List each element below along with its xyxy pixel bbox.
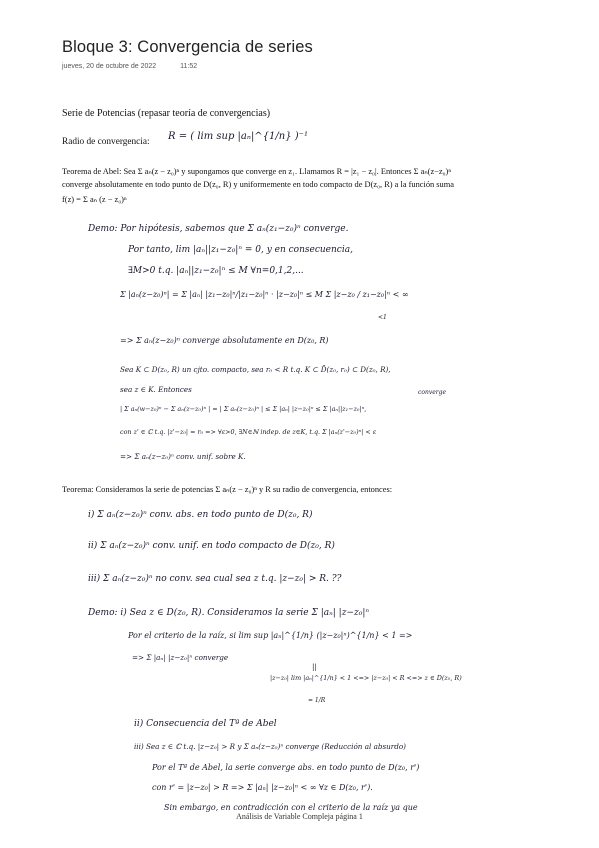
teorema-text: Teorema: Consideramos la serie de potencias Σ aₙ(z − z₀)ⁿ y R su radio de convergencia, entonces: bbox=[62, 485, 393, 494]
demo2-line: ii) Consecuencia del Tª de Abel bbox=[134, 719, 277, 729]
page-title: Bloque 3: Convergencia de series bbox=[62, 38, 313, 56]
teorema-item: iii) Σ aₙ(z−z₀)ⁿ no conv. sea cual sea z t.q. |z−z₀| > R. ?? bbox=[88, 574, 342, 584]
demo2-line: |z−z₀| lim |aₙ|^{1/n} < 1 <=> |z−z₀| < R <=> z ∈ D(z₀, R) bbox=[270, 674, 462, 682]
demo2-line: Demo: i) Sea z ∈ D(z₀, R). Consideramos la serie Σ |aₙ| |z−z₀|ⁿ bbox=[88, 608, 369, 618]
demo2-line: => Σ |aₙ| |z−z₀|ⁿ converge bbox=[132, 653, 229, 662]
abel-line-3: f(z) = Σ aₙ (z − z₀)ⁿ bbox=[62, 195, 127, 204]
section-title: Serie de Potencias (repasar teoría de convergencias) bbox=[62, 108, 271, 119]
teorema-item: i) Σ aₙ(z−z₀)ⁿ conv. abs. en todo punto de D(z₀, R) bbox=[88, 510, 313, 520]
demo1-line: Σ |aₙ(z−z₀)ⁿ| = Σ |aₙ| |z₁−z₀|ⁿ/|z₁−z₀|ⁿ · |z−z₀|ⁿ ≤ M Σ |z−z₀ / z₁−z₀|ⁿ < ∞ bbox=[120, 290, 409, 299]
demo1-line: Sea K ⊂ D(z₀, R) un cjto. compacto, sea r₀ < R t.q. K ⊂ D̄(z₀, r₀) ⊂ D(z₀, R), bbox=[120, 365, 391, 374]
demo2-line: con r' = |z−z₀| > R => Σ |aₙ| |z−z₀|ⁿ < ∞ ∀z ∈ D(z₀, r'). bbox=[152, 783, 373, 792]
demo2-line: || bbox=[312, 662, 317, 671]
demo1-converge-note: converge bbox=[418, 389, 447, 396]
demo1-line: Demo: Por hipótesis, sabemos que Σ aₙ(z₁−z₀)ⁿ converge. bbox=[88, 224, 349, 234]
demo2-line: Sin embargo, en contradicción con el criterio de la raíz ya que bbox=[164, 803, 418, 812]
demo1-line: | Σ aₙ(w−z₀)ⁿ − Σ aₙ(z−z₀)ⁿ | = | Σ aₙ(z−z₀)ⁿ | ≤ Σ |aₙ| |z−z₀|ⁿ ≤ Σ |aₙ||z₁−z₀|ⁿ, bbox=[120, 405, 367, 413]
page-time: 11:52 bbox=[180, 63, 198, 70]
demo2-line: = 1/R bbox=[308, 697, 326, 704]
radio-label: Radio de convergencia: bbox=[62, 137, 150, 147]
demo1-line: Por tanto, lim |aₙ||z₁−z₀|ⁿ = 0, y en consecuencia, bbox=[128, 245, 353, 255]
abel-line-2: converge absolutamente en todo punto de D(z₀, R) y uniformemente en todo compacto de D(z₀, R) a la función suma bbox=[62, 180, 454, 189]
demo2-line: iii) Sea z ∈ ℂ t.q. |z−z₀| > R y Σ aₙ(z−z₀)ⁿ converge (Reducción al absurdo) bbox=[134, 742, 406, 751]
demo2-line: Por el Tª de Abel, la serie converge abs. en todo punto de D(z₀, r') bbox=[152, 763, 420, 772]
demo1-line: ∃M>0 t.q. |aₙ||z₁−z₀|ⁿ ≤ M ∀n=0,1,2,... bbox=[128, 266, 304, 276]
demo1-line: => Σ aₙ(z−z₀)ⁿ converge absolutamente en D(z₀, R) bbox=[120, 336, 329, 345]
demo1-line: => Σ aₙ(z−z₀)ⁿ conv. unif. sobre K. bbox=[120, 452, 246, 461]
page-meta bbox=[62, 63, 197, 70]
demo1-line: con z' ∈ ℂ t.q. |z'−z₀| = r₀ => ∀ε>0, ∃N∈ℕ indep. de z∈K, t.q. Σ |aₙ(z'−z₀)ⁿ| < ε bbox=[120, 428, 377, 436]
demo1-line: sea z ∈ K. Entonces bbox=[120, 385, 192, 394]
radio-formula: R = ( lim sup |aₙ|^{1/n} )⁻¹ bbox=[168, 131, 308, 142]
page-footer: Análisis de Variable Compleja página 1 bbox=[236, 812, 363, 821]
teorema-item: ii) Σ aₙ(z−z₀)ⁿ conv. unif. en todo compacto de D(z₀, R) bbox=[88, 541, 335, 551]
page-date: jueves, 20 de octubre de 2022 bbox=[62, 63, 157, 70]
abel-line-1: Teorema de Abel: Sea Σ aₙ(z − z₀)ⁿ y supongamos que converge en z₁. Llamamos R = |z₁ − z₀|. Entonces Σ aₙ(z−z₀)ⁿ bbox=[62, 167, 451, 176]
demo1-underbrace: <1 bbox=[378, 314, 387, 321]
demo2-line: Por el criterio de la raíz, si lim sup |aₙ|^{1/n} (|z−z₀|ⁿ)^{1/n} < 1 => bbox=[128, 631, 413, 640]
